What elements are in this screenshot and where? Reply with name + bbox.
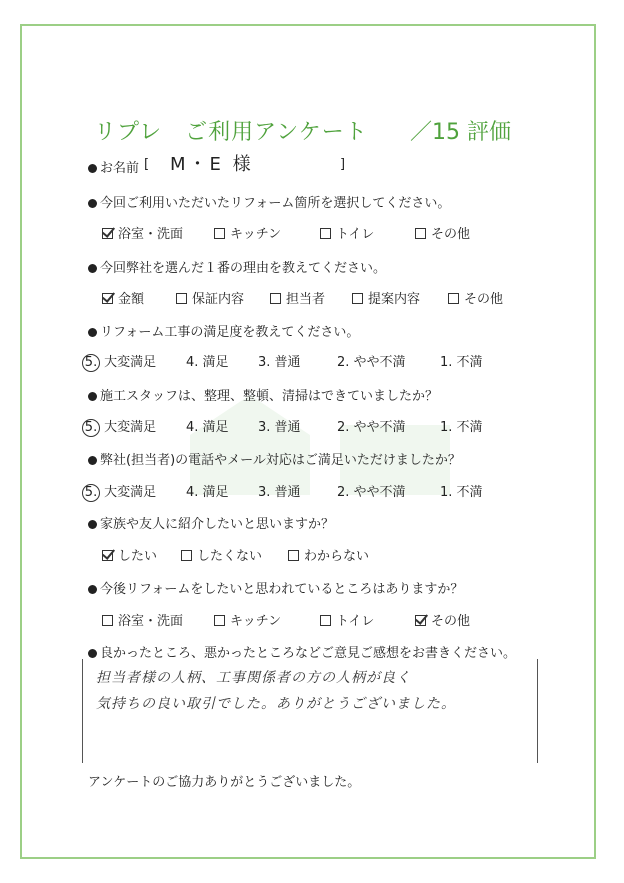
q2-option-1[interactable]: 金額 (102, 288, 144, 307)
bullet-icon (88, 456, 97, 465)
q5-rating-2[interactable]: 2. やや不満 (337, 485, 406, 500)
checkbox-icon[interactable] (214, 228, 225, 239)
q5-rating-1[interactable]: 1. 不満 (440, 485, 483, 500)
q5-rating-4[interactable]: 4. 満足 (186, 485, 229, 500)
q4-rating-5[interactable]: 5. 大変満足 (84, 416, 156, 437)
comment-line-1: 担当者様の人柄、工事関係者の方の人柄が良く (96, 670, 411, 686)
checkbox-icon[interactable] (288, 550, 299, 561)
question-7-text: 今後リフォームをしたいと思われているところはありますか？ (100, 582, 464, 597)
question-4 (88, 385, 438, 404)
q2-option-5[interactable]: その他 (448, 288, 503, 307)
question-8-text: 良かったところ、悪かったところなどご意見ご感想をお書きください。 (100, 646, 517, 661)
name-bracket-open: [ (144, 157, 150, 172)
bullet-icon (88, 392, 97, 401)
checkbox-icon[interactable] (270, 293, 281, 304)
question-6-text: 家族や友人に紹介したいと思いますか？ (100, 517, 335, 532)
question-2 (88, 257, 386, 276)
rating-circled: 5. (82, 354, 100, 372)
rating-circled: 5. (82, 484, 100, 502)
checkbox-icon[interactable] (448, 293, 459, 304)
name-bracket-close: ] (340, 157, 346, 172)
q7-option-4[interactable]: その他 (415, 610, 470, 629)
q4-rating-3[interactable]: 3. 普通 (258, 420, 301, 435)
bullet-icon (88, 264, 97, 273)
question-6 (88, 513, 334, 532)
q3-rating-1[interactable]: 1. 不満 (440, 355, 483, 370)
checkbox-icon[interactable] (352, 293, 363, 304)
q4-rating-2[interactable]: 2. やや不満 (337, 420, 406, 435)
q4-rating-4[interactable]: 4. 満足 (186, 420, 229, 435)
checkbox-icon[interactable] (176, 293, 187, 304)
question-1-text: 今回ご利用いただいたリフォーム箇所を選択してください。 (100, 196, 451, 211)
survey-title: リプレ ご利用アンケート (94, 120, 368, 145)
q6-option-3[interactable]: わからない (288, 545, 369, 564)
checkbox-icon[interactable] (102, 615, 113, 626)
q7-option-3[interactable]: トイレ (320, 610, 374, 629)
q5-rating-3[interactable]: 3. 普通 (258, 485, 301, 500)
q1-option-3[interactable]: トイレ (320, 223, 374, 242)
q6-option-1[interactable]: したい (102, 545, 157, 564)
question-7 (88, 578, 463, 597)
comment-line-2: 気持ちの良い取引でした。ありがとうございました。 (96, 696, 456, 712)
question-3-text: リフォーム工事の満足度を教えてください。 (100, 325, 360, 340)
checkbox-checked-icon[interactable] (102, 293, 113, 304)
q1-option-2[interactable]: キッチン (214, 223, 281, 242)
name-label: お名前 (100, 161, 140, 176)
question-2-text: 今回弊社を選んだ１番の理由を教えてください。 (100, 261, 387, 276)
bullet-icon (88, 164, 97, 173)
checkbox-icon[interactable] (214, 615, 225, 626)
q2-option-4[interactable]: 提案内容 (352, 288, 420, 307)
q3-rating-3[interactable]: 3. 普通 (258, 355, 301, 370)
checkbox-icon[interactable] (320, 615, 331, 626)
checkbox-icon[interactable] (415, 228, 426, 239)
footer-thanks: アンケートのご協力ありがとうございました。 (88, 775, 361, 790)
question-5 (88, 449, 461, 468)
q7-option-1[interactable]: 浴室・洗面 (102, 610, 183, 629)
bullet-icon (88, 520, 97, 529)
q1-option-4[interactable]: その他 (415, 223, 470, 242)
q2-option-3[interactable]: 担当者 (270, 288, 325, 307)
q3-rating-2[interactable]: 2. やや不満 (337, 355, 406, 370)
q6-option-2[interactable]: したくない (181, 545, 262, 564)
score-label: ／15 評価 (410, 120, 511, 145)
rating-circled: 5. (82, 419, 100, 437)
q5-rating-5[interactable]: 5. 大変満足 (84, 481, 156, 502)
question-5-text: 弊社(担当者)の電話やメール対応はご満足いただけましたか？ (100, 453, 461, 468)
q3-rating-4[interactable]: 4. 満足 (186, 355, 229, 370)
bullet-icon (88, 199, 97, 208)
question-1 (88, 192, 450, 211)
question-3 (88, 321, 359, 340)
bullet-icon (88, 649, 97, 658)
checkbox-icon[interactable] (320, 228, 331, 239)
checkbox-checked-icon[interactable] (415, 615, 426, 626)
bullet-icon (88, 328, 97, 337)
name-value: M・E 様 (170, 154, 254, 175)
q7-option-2[interactable]: キッチン (214, 610, 281, 629)
name-row (88, 157, 139, 176)
checkbox-checked-icon[interactable] (102, 550, 113, 561)
q1-option-1[interactable]: 浴室・洗面 (102, 223, 183, 242)
q3-rating-5[interactable]: 5. 大変満足 (84, 351, 156, 372)
checkbox-icon[interactable] (181, 550, 192, 561)
q4-rating-1[interactable]: 1. 不満 (440, 420, 483, 435)
bullet-icon (88, 585, 97, 594)
question-4-text: 施工スタッフは、整理、整頓、清掃はできていましたか？ (100, 389, 439, 404)
q2-option-2[interactable]: 保証内容 (176, 288, 244, 307)
checkbox-checked-icon[interactable] (102, 228, 113, 239)
